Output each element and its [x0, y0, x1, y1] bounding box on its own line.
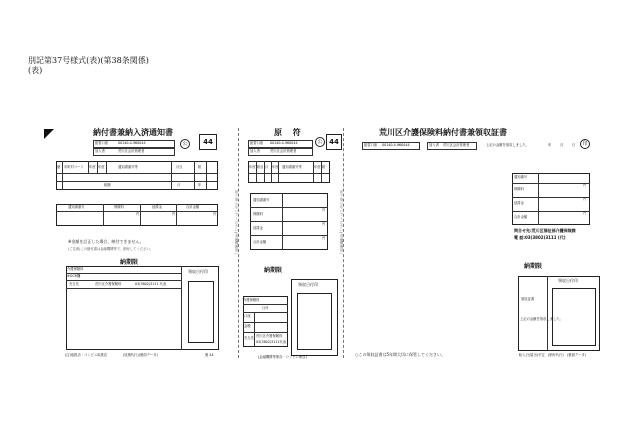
- left-grid-h4: 通知書番号等: [118, 165, 138, 169]
- middle-yen-1: 円: [322, 208, 326, 212]
- perforation-note-right: 切り取らないでください(金融機関用): [339, 190, 343, 255]
- right-stamp-label: 領収日付印: [558, 278, 578, 283]
- left-block-r2: 充当先: [69, 282, 79, 286]
- right-payee: 荒川区会計管理者: [443, 143, 470, 147]
- middle-bank-text: 荒川区介護保険料: [256, 334, 283, 338]
- left-note2: (ご注意)この納付書は金融機関等で、納付してください。: [68, 247, 153, 251]
- middle-account-no: 00140-4-960044: [270, 141, 298, 145]
- middle-grid-h1: 税目: [257, 165, 264, 169]
- left-bank-text: 荒川区介護保険料: [95, 282, 122, 286]
- left-grid-h6: 税: [198, 165, 202, 169]
- middle-side-r1: 日付: [262, 306, 269, 310]
- left-grid-h0: 納: [57, 165, 61, 169]
- middle-grid-h3: 年度: [272, 165, 279, 169]
- right-contact-label: 問合せ先:荒川区福祉部介護保険課: [514, 228, 576, 233]
- right-received-text: 上記の金額を領収しました。: [486, 143, 529, 147]
- middle-title: 原 符: [274, 127, 305, 137]
- left-payee: 荒川区会計管理者: [118, 149, 145, 153]
- middle-seal: 公: [315, 137, 325, 147]
- middle-stamp-box: [297, 293, 332, 350]
- left-footer2: (収納代行)(裏面データ): [123, 353, 158, 357]
- right-footer: ○この領収証書は5年間大切に保管してください。: [355, 352, 446, 357]
- left-yen-3: 円: [213, 212, 217, 216]
- corner-triangle-icon: [44, 129, 54, 139]
- left-deadline: 納期限: [120, 259, 139, 266]
- right-stamp-box: [552, 288, 596, 346]
- right-yen-1: 円: [583, 183, 587, 187]
- middle-grid-h2: 月: [265, 165, 269, 169]
- right-date-month: 月: [560, 143, 564, 147]
- right-footer-right: 転入日(届出)予定 (納付代行) (裏面データ): [519, 353, 587, 357]
- right-title: 荒川区介護保険料納付書兼領収証書: [379, 127, 507, 137]
- right-contact-tel: 電 話:03(3802)3111 (代): [514, 235, 566, 240]
- left-amt-h0: 通知書番号: [68, 205, 85, 209]
- right-row-0: 通知番号: [514, 175, 528, 179]
- middle-yen-2: 円: [322, 222, 326, 226]
- form-number: 別記第37号様式(表)(第38条関係): [28, 56, 149, 65]
- left-title: 納付書兼納入済通知書: [93, 127, 173, 137]
- left-grid-h5: 月日: [176, 165, 183, 169]
- middle-payee: 荒川区会計管理者: [270, 149, 297, 153]
- left-grid-h1: 市町村コード: [64, 165, 84, 169]
- right-account-no: 00140-4-960044: [382, 143, 410, 147]
- right-yen-2: 円: [583, 197, 587, 201]
- right-date-day: 日: [572, 143, 576, 147]
- middle-code: 44: [326, 134, 342, 150]
- right-row-1: 保険料: [514, 187, 524, 191]
- right-receipt-label: 領収証書: [521, 297, 535, 301]
- left-note1: ※金額を訂正した場合、納付できません。: [68, 239, 144, 244]
- middle-row-2: 延滞金: [253, 226, 263, 230]
- left-footer-right: 裏 44: [205, 353, 214, 357]
- right-payee-label: 加入者: [429, 143, 439, 147]
- left-grid-r2-2: 年: [198, 183, 202, 187]
- left-stamp-label: 領収日付印: [188, 269, 208, 274]
- middle-grid-h6: 税: [322, 165, 326, 169]
- middle-yen-3: 円: [322, 236, 326, 240]
- middle-grid-h5: 年度: [314, 165, 321, 169]
- left-stamp-box: [188, 281, 214, 343]
- middle-grid-h4: 通知書番号等: [282, 165, 302, 169]
- left-account-label: 振替口座: [95, 141, 109, 145]
- middle-row-3: 合計金額: [253, 240, 267, 244]
- left-seal: 公: [180, 139, 190, 149]
- middle-grid-h0: 年度: [249, 165, 256, 169]
- right-row-2: 延滞金: [514, 201, 524, 205]
- right-deadline: 納期限: [524, 263, 543, 270]
- right-date-year: 年: [548, 143, 552, 147]
- left-block-r1: ※OCR欄: [67, 274, 81, 278]
- middle-bank-tel: 03(3802)3111代表: [256, 340, 287, 344]
- right-account-label: 振替口座: [364, 143, 378, 147]
- perforation-note-left: 切り取らないでください(金融機関用): [234, 190, 238, 255]
- left-payee-label: 加入者: [95, 149, 105, 153]
- right-seal: 印: [580, 139, 590, 149]
- left-grid-r2-1: 月: [177, 183, 181, 187]
- left-code: 44: [199, 134, 217, 150]
- middle-footer: (金融機関等保存・コンビニ保存): [258, 355, 307, 359]
- form-side: (表): [28, 66, 43, 75]
- left-amt-h1: 保険料: [114, 205, 124, 209]
- middle-side-r0: 介護保険料: [243, 298, 260, 302]
- left-grid-r2-0: 税額: [104, 183, 111, 187]
- left-block-r0: 介護保険料: [67, 267, 84, 271]
- middle-side-r4: 充当先: [244, 336, 254, 340]
- left-account-no: 00140-4-960044: [118, 141, 146, 145]
- middle-payee-label: 加入者: [250, 149, 260, 153]
- middle-side-r3: 金額: [244, 324, 251, 328]
- middle-stamp-label: 領収日付印: [298, 282, 318, 287]
- left-grid-h2: 年度: [89, 165, 96, 169]
- left-grid-h3: 年度: [98, 165, 105, 169]
- left-amt-h3: 合計金額: [186, 205, 200, 209]
- middle-side-r2: 口座: [244, 314, 251, 318]
- left-yen-2: 円: [172, 212, 176, 216]
- left-footer: (注)取扱店・コンビニ取扱店: [65, 353, 108, 357]
- middle-account-label: 振替口座: [250, 141, 264, 145]
- left-bank-tel: 03(3802)3111 代表: [135, 282, 167, 286]
- middle-row-1: 保険料: [253, 212, 263, 216]
- right-yen-3: 円: [583, 211, 587, 215]
- left-yen-1: 円: [136, 212, 140, 216]
- left-amt-h2: 延滞金: [152, 205, 162, 209]
- middle-deadline: 納期限: [264, 267, 283, 274]
- right-row-3: 合計金額: [514, 215, 528, 219]
- middle-row-0: 通知書番号: [253, 198, 270, 202]
- right-receipt-note: 上記の金額を領収しました。: [520, 317, 563, 321]
